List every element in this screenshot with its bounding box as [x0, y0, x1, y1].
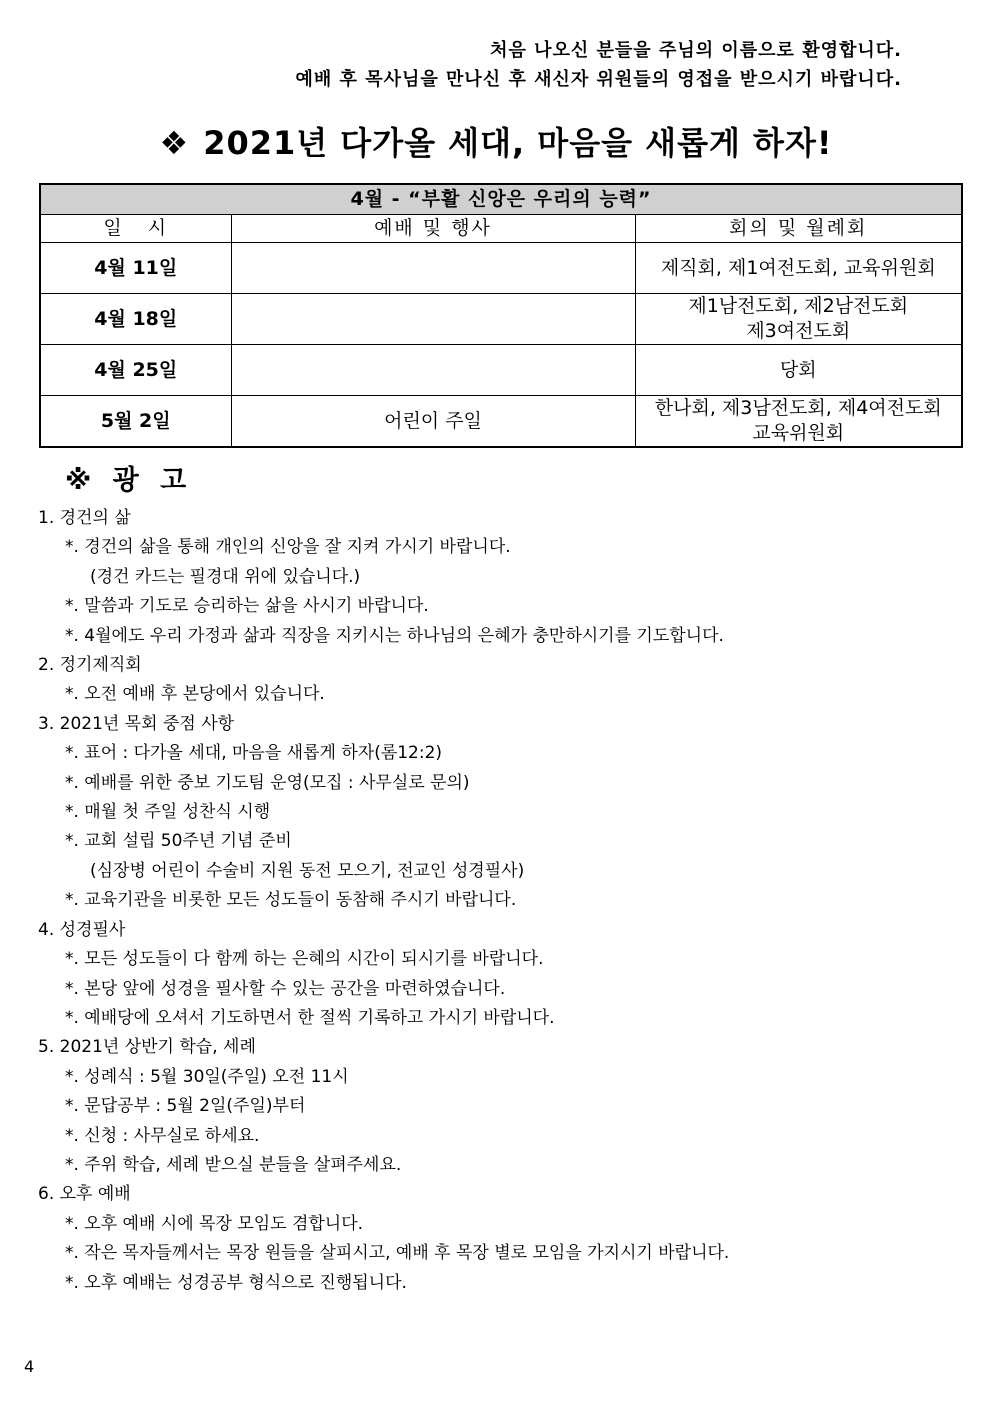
date-cell: 4월 11일: [40, 243, 231, 294]
list-item: (심장병 어린이 수술비 지원 동전 모으기, 전교인 성경필사): [90, 860, 525, 881]
meeting-line: 제3여전도회: [746, 320, 851, 342]
section-title: 6. 오후 예배: [38, 1184, 131, 1205]
meeting-cell: [635, 345, 962, 396]
event-cell: [231, 294, 635, 345]
list-item: *. 표어 : 다가올 세대, 마음을 새롭게 하자(롬12:2): [65, 743, 443, 764]
date-cell: 4월 25일: [40, 345, 231, 396]
meeting-cell: [635, 243, 962, 294]
notice-section: [38, 710, 958, 916]
date-cell: 5월 2일: [40, 396, 231, 448]
meeting-line: 한나회, 제3남전도회, 제4여전도회: [654, 397, 942, 419]
header-meeting: 회의 및 월례회: [635, 215, 962, 243]
notice-section: [38, 1180, 958, 1298]
welcome-line-2: 예배 후 목사님을 만나신 후 새신자 위원들의 영접을 받으시기 바랍니다.: [295, 69, 902, 90]
header-date: 일 시: [40, 215, 231, 243]
notice-section: [38, 916, 958, 1034]
list-item: *. 교회 설립 50주년 기념 준비: [65, 831, 292, 852]
section-title: 4. 성경필사: [38, 919, 126, 940]
list-item: *. 예배당에 오셔서 기도하면서 한 절씩 기록하고 가시기 바랍니다.: [65, 1007, 555, 1028]
list-item: *. 신청 : 사무실로 하세요.: [65, 1125, 260, 1146]
list-item: *. 오후 예배 시에 목장 모임도 겸합니다.: [65, 1213, 364, 1234]
notice-section: [38, 504, 958, 651]
section-title: 1. 경건의 삶: [38, 508, 131, 528]
notice-section: [38, 1033, 958, 1180]
list-item: *. 오후 예배는 성경공부 형식으로 진행됩니다.: [65, 1272, 407, 1293]
page-number: 4: [24, 1357, 35, 1376]
meeting-cell: [635, 396, 962, 448]
table-row: [40, 396, 962, 448]
motto-text: 2021년 다가올 세대, 마음을 새롭게 하자!: [203, 124, 833, 162]
list-item: *. 교육기관을 비롯한 모든 성도들이 동참해 주시기 바랍니다.: [65, 890, 517, 911]
monthly-schedule-table: [39, 183, 963, 448]
list-item: *. 본당 앞에 성경을 필사할 수 있는 공간을 마련하였습니다.: [65, 978, 506, 999]
welcome-line-1: 처음 나오신 분들을 주님의 이름으로 환영합니다.: [490, 40, 902, 61]
announcements-list: [38, 504, 958, 1298]
event-cell: [231, 243, 635, 294]
list-item: *. 문답공부 : 5월 2일(주일)부터: [65, 1096, 306, 1117]
yearly-motto: [0, 118, 992, 164]
meeting-cell: [635, 294, 962, 345]
list-item: *. 경건의 삶을 통해 개인의 신앙을 잘 지켜 가시기 바랍니다.: [65, 537, 511, 558]
list-item: *. 모든 성도들이 다 함께 하는 은혜의 시간이 되시기를 바랍니다.: [65, 949, 544, 970]
meeting-line: 당회: [779, 358, 817, 381]
list-item: *. 오전 예배 후 본당에서 있습니다.: [65, 684, 325, 705]
diamond-bullet-icon: ❖: [159, 124, 190, 162]
meeting-line: 제1남전도회, 제2남전도회: [688, 295, 909, 317]
list-item: *. 매월 첫 주일 성찬식 시행: [65, 802, 271, 823]
list-item: *. 작은 목자들께서는 목장 원들을 살피시고, 예배 후 목장 별로 모임을 가지시기 바랍니다.: [65, 1243, 730, 1264]
table-row: [40, 294, 962, 345]
section-title: 5. 2021년 상반기 학습, 세례: [38, 1037, 256, 1058]
table-row: [40, 243, 962, 294]
table-row: [40, 345, 962, 396]
list-item: *. 예배를 위한 중보 기도팀 운영(모집 : 사무실로 문의): [65, 772, 470, 793]
announcements-title: ※ 광 고: [65, 465, 193, 496]
date-cell: 4월 18일: [40, 294, 231, 345]
list-item: *. 4월에도 우리 가정과 삶과 직장을 지키시는 하나님의 은혜가 충만하시기를 기도합니다.: [65, 625, 724, 646]
month-theme-title: 4월 - “부활 신앙은 우리의 능력”: [40, 184, 962, 215]
list-item: *. 주위 학습, 세례 받으실 분들을 살펴주세요.: [65, 1154, 402, 1175]
meeting-line: 교육위원회: [752, 422, 845, 444]
section-title: 3. 2021년 목회 중점 사항: [38, 713, 235, 734]
event-cell: [231, 345, 635, 396]
section-title: 2. 정기제직회: [38, 655, 142, 676]
notice-section: [38, 651, 958, 710]
welcome-message: [296, 36, 903, 94]
list-item: *. 말씀과 기도로 승리하는 삶을 사시기 바랍니다.: [65, 596, 429, 617]
list-item: (경건 카드는 필경대 위에 있습니다.): [90, 566, 361, 587]
meeting-line: 제직회, 제1여전도회, 교육위원회: [660, 256, 936, 279]
header-event: 예배 및 행사: [231, 215, 635, 243]
list-item: *. 성례식 : 5월 30일(주일) 오전 11시: [65, 1066, 349, 1087]
event-cell: 어린이 주일: [231, 396, 635, 448]
